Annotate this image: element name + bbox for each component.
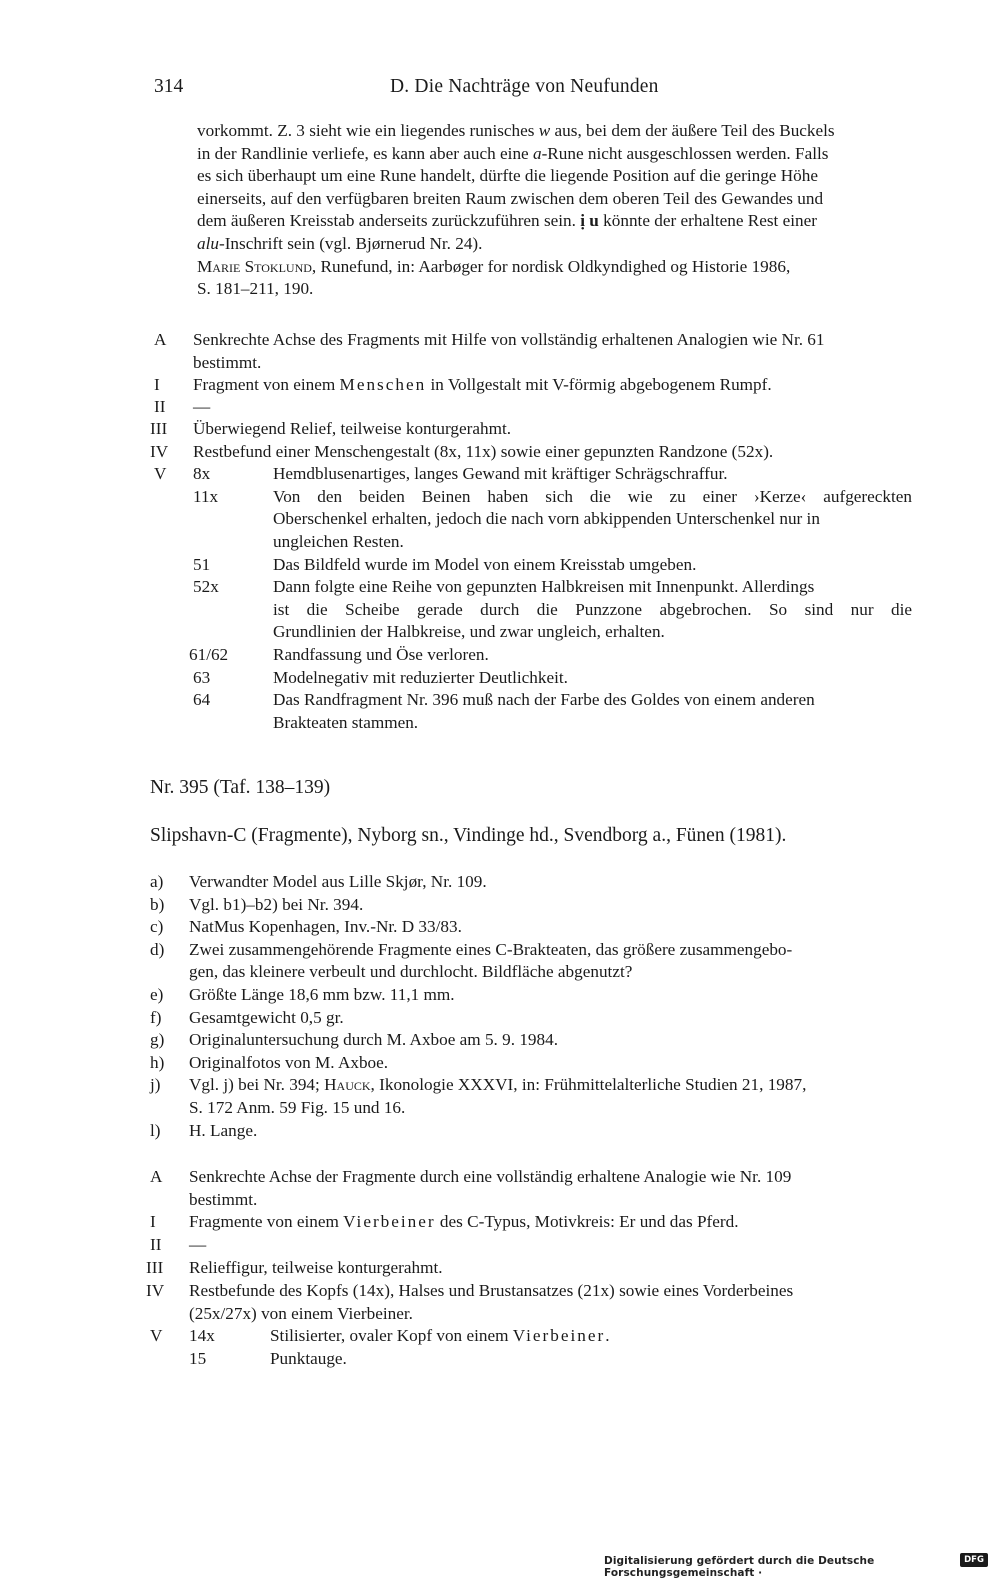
fact-text: Vgl. b1)–b2) bei Nr. 394. xyxy=(189,894,364,914)
section2-item-v xyxy=(150,1325,915,1375)
feature-text: Oberschenkel erhalten, jedoch die nach vorn abkippenden Unterschenkel nur in xyxy=(273,509,820,529)
feature-code: 8x xyxy=(193,464,211,483)
feature-code: 61/62 xyxy=(189,645,229,664)
feature-text: Brakteaten stammen. xyxy=(273,712,419,732)
fact-text: NatMus Kopenhagen, Inv.-Nr. D 33/83. xyxy=(189,917,462,937)
feature-code: 52x xyxy=(193,577,219,596)
feature-text: Grundlinien der Halbkreise, und zwar ungleich, erhalten. xyxy=(273,622,665,642)
item-text: Fragmente von einem Vierbeiner des C-Typus, Motivkreis: Er und das Pferd. xyxy=(189,1212,739,1231)
fact-label: c) xyxy=(150,917,164,937)
entry-number: Nr. 395 (Taf. 138–139) xyxy=(150,777,331,798)
fact-label: d) xyxy=(150,939,165,959)
fact-label: j) xyxy=(150,1075,161,1095)
fact-text: H. Lange. xyxy=(189,1120,258,1140)
item-label: A xyxy=(154,330,167,349)
feature-text: Modelnegativ mit reduzierter Deutlichkeit. xyxy=(273,667,568,687)
fact-text: Vgl. j) bei Nr. 394; Hauck, Ikonologie XXXVI, in: Frühmittelalterliche Studien 21, 1987, xyxy=(189,1075,807,1095)
feature-code: 15 xyxy=(189,1348,207,1368)
fact-text: Originalfotos von M. Axboe. xyxy=(189,1052,389,1072)
item-label: V xyxy=(154,464,167,483)
fact-label: e) xyxy=(150,985,164,1004)
fact-text: Verwandter Model aus Lille Skjør, Nr. 109. xyxy=(189,872,487,891)
item-label: V xyxy=(150,1326,163,1345)
item-text: Restbefunde des Kopfs (14x), Halses und Brustansatzes (21x) sowie eines Vorderbeines xyxy=(189,1281,794,1300)
page-number: 314 xyxy=(154,76,184,97)
item-label: III xyxy=(150,419,168,438)
text-line: einerseits, auf den verfügbaren breiten Raum zwischen dem oberen Teil des Gewandes und xyxy=(197,188,824,208)
fact-label: a) xyxy=(150,872,164,891)
feature-text: Randfassung und Öse verloren. xyxy=(273,645,489,664)
item-text: Relieffigur, teilweise konturgerahmt. xyxy=(189,1258,443,1277)
text-line: es sich überhaupt um eine Rune handelt, dürfte die liegende Position auf die geringe Höhe xyxy=(197,166,818,186)
item-text: Senkrechte Achse des Fragments mit Hilfe von vollständig erhaltenen Analogien wie Nr. 61 xyxy=(193,330,825,349)
feature-text: Dann folgte eine Reihe von gepunzten Halbkreisen mit Innenpunkt. Allerdings xyxy=(273,577,815,596)
text-line: in der Randlinie verliefe, es kann aber auch eine a-Rune nicht ausgeschlossen werden. Falls xyxy=(197,143,829,163)
feature-code: 51 xyxy=(193,555,211,574)
text-line: vorkommt. Z. 3 sieht wie ein liegendes runisches w aus, bei dem der äußere Teil des Buckels xyxy=(197,121,835,140)
text-line: alu-Inschrift sein (vgl. Bjørnerud Nr. 24). xyxy=(197,233,483,253)
feature-text: Das Randfragment Nr. 396 muß nach der Farbe des Goldes von einem anderen xyxy=(273,690,815,710)
feature-text: Stilisierter, ovaler Kopf von einem Vierbeiner. xyxy=(270,1326,610,1345)
fact-text: Größte Länge 18,6 mm bzw. 11,1 mm. xyxy=(189,985,455,1004)
fact-label: l) xyxy=(150,1120,161,1140)
running-title: D. Die Nachträge von Neufunden xyxy=(390,76,659,97)
section1-item-v xyxy=(154,463,914,743)
fact-text: S. 172 Anm. 59 Fig. 15 und 16. xyxy=(189,1098,406,1117)
feature-code: 64 xyxy=(193,690,211,710)
item-text: bestimmt. xyxy=(193,352,262,372)
feature-text: Von den beiden Beinen haben sich die wie zu einer ›Kerze‹ aufgereckten xyxy=(273,486,912,506)
item-label: III xyxy=(146,1258,164,1277)
feature-text: ist die Scheibe gerade durch die Punzzone abgebrochen. So sind nur die xyxy=(273,599,912,619)
reference-line: Marie Stoklund, Runefund, in: Aarbøger for nordisk Oldkyndighed og Historie 1986, xyxy=(197,256,791,276)
item-text: bestimmt. xyxy=(189,1189,258,1209)
item-text: Senkrechte Achse der Fragmente durch eine vollständig erhaltene Analogie wie Nr. 109 xyxy=(189,1167,792,1186)
feature-text: ungleichen Resten. xyxy=(273,531,404,551)
fact-label: h) xyxy=(150,1052,165,1072)
item-label: IV xyxy=(146,1281,165,1300)
fact-text: gen, das kleinere verbeult und durchlocht. Bildfläche abgenutzt? xyxy=(189,962,633,982)
fact-label: b) xyxy=(150,894,165,914)
feature-text: Das Bildfeld wurde im Model von einem Kreisstab umgeben. xyxy=(273,555,697,574)
dfg-logo: DFG xyxy=(960,1553,988,1567)
digitization-credit: Digitalisierung gefördert durch die Deutsche Forschungsgemeinschaft · xyxy=(604,1555,875,1579)
item-label: II xyxy=(150,1235,162,1254)
fact-label: g) xyxy=(150,1030,165,1050)
intro-paragraph xyxy=(197,120,915,301)
feature-text: Punktauge. xyxy=(270,1348,347,1368)
item-text: Überwiegend Relief, teilweise konturgerahmt. xyxy=(193,419,512,438)
fact-text: Originaluntersuchung durch M. Axboe am 5. 9. 1984. xyxy=(189,1030,558,1050)
item-label: A xyxy=(150,1167,163,1186)
facts-list xyxy=(150,871,915,1151)
reference-author: Marie Stoklund xyxy=(197,256,312,276)
text-line: dem äußeren Kreisstab anderseits zurückzuführen sein. ị u könnte der erhaltene Rest einer xyxy=(197,211,817,231)
item-text: — xyxy=(189,1235,207,1254)
feature-code: 63 xyxy=(193,667,211,687)
item-label: I xyxy=(154,375,160,394)
reference-line: S. 181–211, 190. xyxy=(197,279,314,299)
item-label: IV xyxy=(150,442,169,461)
fact-text: Gesamtgewicht 0,5 gr. xyxy=(189,1007,344,1027)
feature-code: 14x xyxy=(189,1326,215,1345)
item-text: — xyxy=(193,397,211,416)
entry-title: Slipshavn-C (Fragmente), Nyborg sn., Vindinge hd., Svendborg a., Fünen (1981). xyxy=(150,825,787,846)
item-text: Fragment von einem Menschen in Vollgestalt mit V-förmig abgebogenem Rumpf. xyxy=(193,375,772,394)
fact-label: f) xyxy=(150,1007,162,1027)
item-text: (25x/27x) von einem Vierbeiner. xyxy=(189,1303,413,1323)
feature-code: 11x xyxy=(193,486,219,506)
item-label: II xyxy=(154,397,166,416)
item-text: Restbefund einer Menschengestalt (8x, 11x) sowie einer gepunzten Randzone (52x). xyxy=(193,442,774,461)
feature-text: Hemdblusenartiges, langes Gewand mit kräftiger Schrägschraffur. xyxy=(273,464,728,483)
fact-text: Zwei zusammengehörende Fragmente eines C-Brakteaten, das größere zusammengebo- xyxy=(189,939,793,959)
item-label: I xyxy=(150,1212,156,1231)
